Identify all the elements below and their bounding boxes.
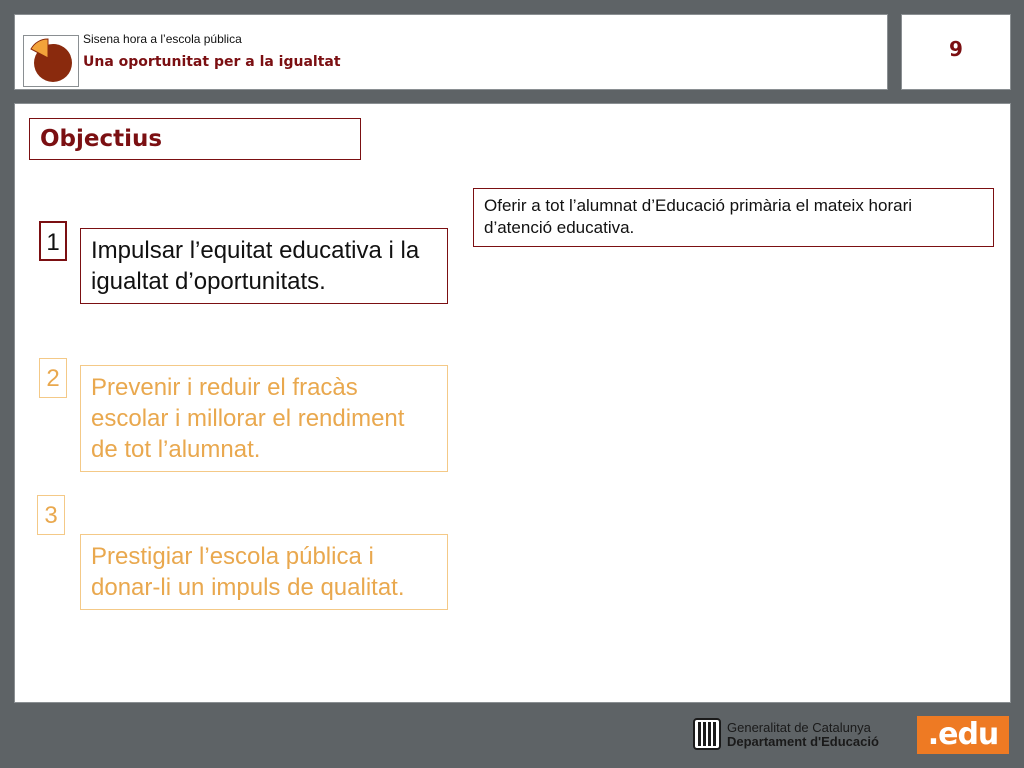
logo-box <box>23 35 79 87</box>
edu-badge: .edu <box>917 716 1009 754</box>
page-number-box <box>901 14 1011 90</box>
objective-number-3: 3 <box>37 495 65 535</box>
header-subtitle: Sisena hora a l’escola pública <box>83 32 242 46</box>
footer-line-1: Generalitat de Catalunya <box>727 720 871 735</box>
slide-content <box>14 103 1011 703</box>
objective-item-3: Prestigiar l’escola pública i donar-li un impuls de qualitat. <box>80 534 448 610</box>
slide-header <box>14 14 888 90</box>
objective-item-2: Prevenir i reduir el fracàs escolar i millorar el rendiment de tot l’alumnat. <box>80 365 448 472</box>
objective-item-1: Impulsar l’equitat educativa i la igualtat d’oportunitats. <box>80 228 448 304</box>
objective-number-2: 2 <box>39 358 67 398</box>
pie-chart-icon <box>26 38 76 84</box>
header-title: Una oportunitat per a la igualtat <box>83 54 341 70</box>
generalitat-emblem-icon <box>693 718 721 750</box>
objective-number-1: 1 <box>39 221 67 261</box>
footer-line-2: Departament d'Educació <box>727 734 879 749</box>
section-title: Objectius <box>29 118 361 160</box>
footer-institution <box>727 721 879 749</box>
info-box: Oferir a tot l’alumnat d’Educació primària el mateix horari d’atenció educativa. <box>473 188 994 247</box>
page-number: 9 <box>949 37 963 61</box>
